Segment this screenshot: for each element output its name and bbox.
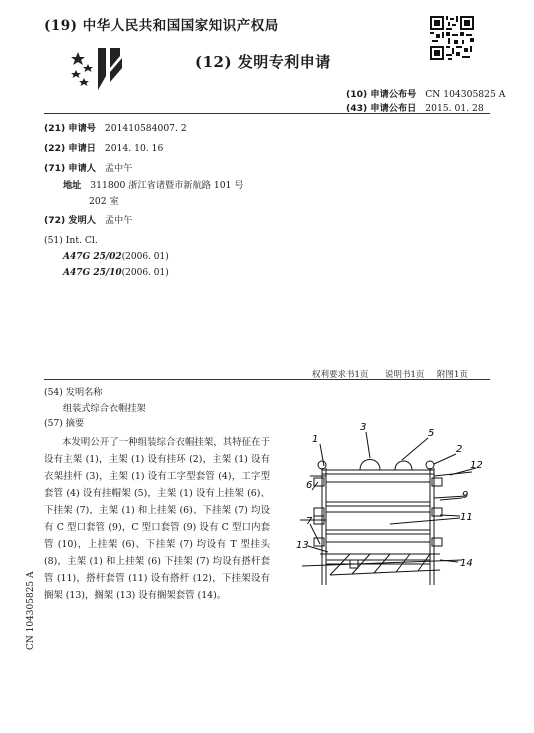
publication-date-row	[346, 100, 484, 114]
application-date-label: (22) 申请日	[44, 143, 96, 154]
figure-label: 14	[460, 558, 473, 569]
description-pages: 说明书1页	[385, 370, 425, 380]
header-divider	[44, 113, 490, 114]
claims-pages: 权利要求书1页	[312, 370, 369, 380]
figure-label: 13	[296, 540, 309, 551]
ipc-version: (2006. 01)	[121, 268, 169, 278]
abstract-text: 本发明公开了一种组装综合衣帽挂架，其特征在于设有主架 (1)，主架 (1) 设有挂环 (2)，主架 (1) 设有衣架挂杆 (3)，主架 (1) 设有工字型套管 (4)，工字型套管 (4) 设有挂帽架 (5)，主架 (1) 设有上挂架 (6)、下挂架 (7)，主架 (1) 和上挂架 (6)、下挂架 (7) 均设有 C 型口套管 (9)，C 型口套管 (9) 设有 C 型口内套管 (10)，上挂架 (6)、下挂架 (7) 均设有 T 型挂头 (8)，主架 (1) 和上挂架 (6) 下挂架 (7) 均设有搭杆套管 (11)，搭杆套管 (11) 设有搭杆 (12)，下挂架设有搁架 (13)，搁架 (13) 设有搁架套管 (14)。	[44, 437, 270, 601]
applicant-name: 孟中午	[104, 163, 133, 174]
figure-label: 7	[306, 516, 313, 527]
figure-label: 2	[456, 444, 463, 455]
ipc-code: A47G 25/02	[63, 252, 122, 262]
inventor-row	[44, 212, 132, 226]
figure-label: 12	[470, 460, 483, 471]
inventor-name: 孟中午	[104, 215, 133, 226]
figure-label: 5	[428, 428, 435, 439]
application-date-row	[44, 140, 163, 154]
address-line-2: 202 室	[89, 196, 119, 207]
ipc-code: A47G 25/10	[63, 268, 122, 278]
address-line-1: 311800 浙江省诸暨市新航路 101 号	[90, 180, 244, 191]
publication-date-label: (43) 申请公布日	[346, 103, 417, 114]
ipc-entry	[63, 252, 169, 262]
figure-label: 3	[360, 422, 367, 433]
publication-date: 2015. 01. 28	[425, 103, 484, 114]
application-number: 201410584007. 2	[104, 123, 187, 134]
applicant-row	[44, 160, 132, 174]
drawings-pages: 附图1页	[437, 370, 468, 380]
authority-header: (19) 中华人民共和国国家知识产权局	[44, 18, 279, 34]
inventor-label: (72) 发明人	[44, 215, 96, 226]
publication-number: CN 104305825 A	[425, 89, 506, 100]
application-number-label: (21) 申请号	[44, 123, 96, 134]
address-label: 地址	[63, 180, 82, 191]
figure-label: 6	[306, 480, 313, 491]
int-cl-label: (51) Int. Cl.	[44, 235, 98, 246]
address-row	[63, 177, 244, 191]
invention-title: 组装式综合衣帽挂架	[63, 403, 146, 414]
application-date: 2014. 10. 16	[104, 143, 164, 154]
figure-label: 9	[462, 490, 469, 501]
publication-number-label: (10) 申请公布号	[346, 89, 417, 100]
figure-label: 11	[460, 512, 473, 523]
publication-number-row	[346, 86, 505, 100]
figure-label: 1	[312, 434, 319, 445]
qr-code-icon	[430, 16, 474, 60]
invention-title-label: (54) 发明名称	[44, 387, 103, 398]
applicant-label: (71) 申请人	[44, 163, 96, 174]
pages-divider	[44, 379, 490, 380]
sipo-emblem-logo	[66, 46, 124, 96]
abstract-label: (57) 摘要	[44, 418, 85, 429]
side-publication-number: CN 104305825 A	[26, 571, 36, 650]
document-type-title: (12) 发明专利申请	[195, 53, 331, 71]
ipc-entry	[63, 268, 169, 278]
application-number-row	[44, 120, 187, 134]
hanger-rack-figure	[290, 420, 500, 600]
ipc-version: (2006. 01)	[121, 252, 169, 262]
